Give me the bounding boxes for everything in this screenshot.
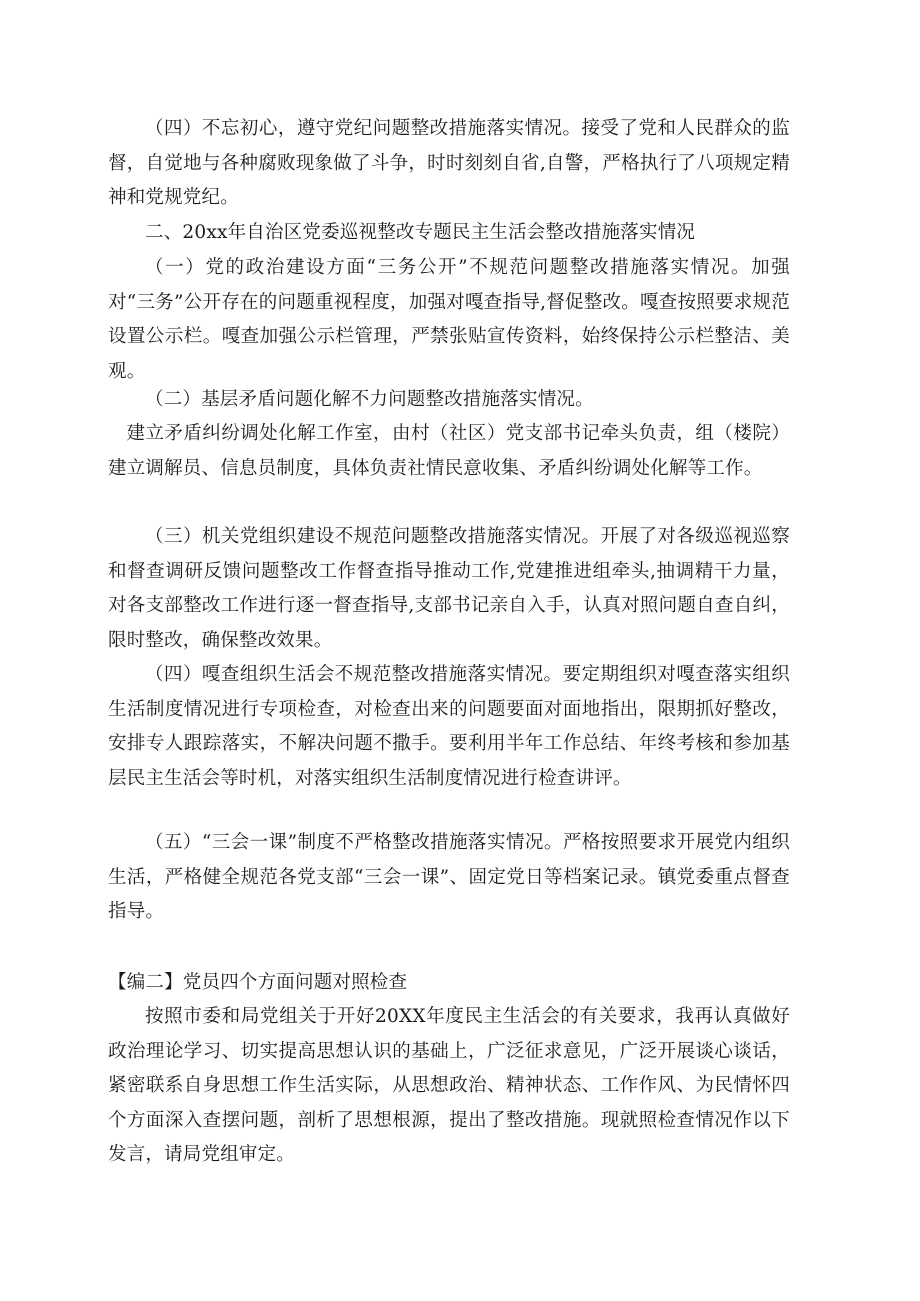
paragraph-section-two-item-two-title: （二）基层矛盾问题化解不力问题整改措施落实情况。 [145,389,594,410]
section-two-heading: 二、20xx年自治区党委巡视整改专题民主生活会整改措施落实情况 [145,222,696,243]
paragraph-section-two-item-one: （一）党的政治建设方面“三务公开”不规范问题整改措施落实情况。加强对“三务”公开存在的问题重视程度，加强对嘎查指导,督促整改。嘎查按照要求规范设置公示栏。嘎查加强公示栏管理，严禁张贴宣传资料，始终保持公示栏整洁、美观。 [108,257,790,382]
paragraph-section-two-item-five: （五）“三会一课”制度不严格整改措施落实情况。严格按照要求开展党内组织生活，严格健全规范各党支部“三会一课”、固定党日等档案记录。镇党委重点督查指导。 [108,832,790,922]
paragraph-section-one-item-four: （四）不忘初心，遵守党纪问题整改措施落实情况。接受了党和人民群众的监督，自觉地与各种腐败现象做了斗争，时时刻刻自省,自警，严格执行了八项规定精神和党规党纪。 [108,118,790,208]
paragraph-part-two-intro: 按照市委和局党组关于开好20XX年度民主生活会的有关要求，我再认真做好政治理论学习、切实提高思想认识的基础上，广泛征求意见，广泛开展谈心谈话，紧密联系自身思想工作生活实际，从思想政治、精神状态、工作作风、为民情怀四个方面深入查摆问题，剖析了思想根源，提出了整改措施。现就照检查情况作以下发言，请局党组审定。 [108,1006,790,1165]
paragraph-section-two-item-two-body: 建立矛盾纠纷调处化解工作室，由村（社区）党支部书记牵头负责，组（楼院）建立调解员、信息员制度，具体负责社情民意收集、矛盾纠纷调处化解等工作。 [108,423,790,479]
paragraph-section-two-item-three: （三）机关党组织建设不规范问题整改措施落实情况。开展了对各级巡视巡察和督查调研反馈问题整改工作督查指导推动工作,党建推进组牵头,抽调精干力量，对各支部整改工作进行逐一督查指导,支部书记亲自入手，认真对照问题自查自纠，限时整改，确保整改效果。 [108,526,790,651]
part-two-heading: 【编二】党员四个方面问题对照检查 [108,972,408,993]
paragraph-section-two-item-four: （四）嘎查组织生活会不规范整改措施落实情况。要定期组织对嘎查落实组织生活制度情况进行专项检查，对检查出来的问题要面对面地指出，限期抓好整改，安排专人跟踪落实，不解决问题不撒手。要利用半年工作总结、年终考核和参加基层民主生活会等时机，对落实组织生活制度情况进行检查讲评。 [108,664,790,789]
